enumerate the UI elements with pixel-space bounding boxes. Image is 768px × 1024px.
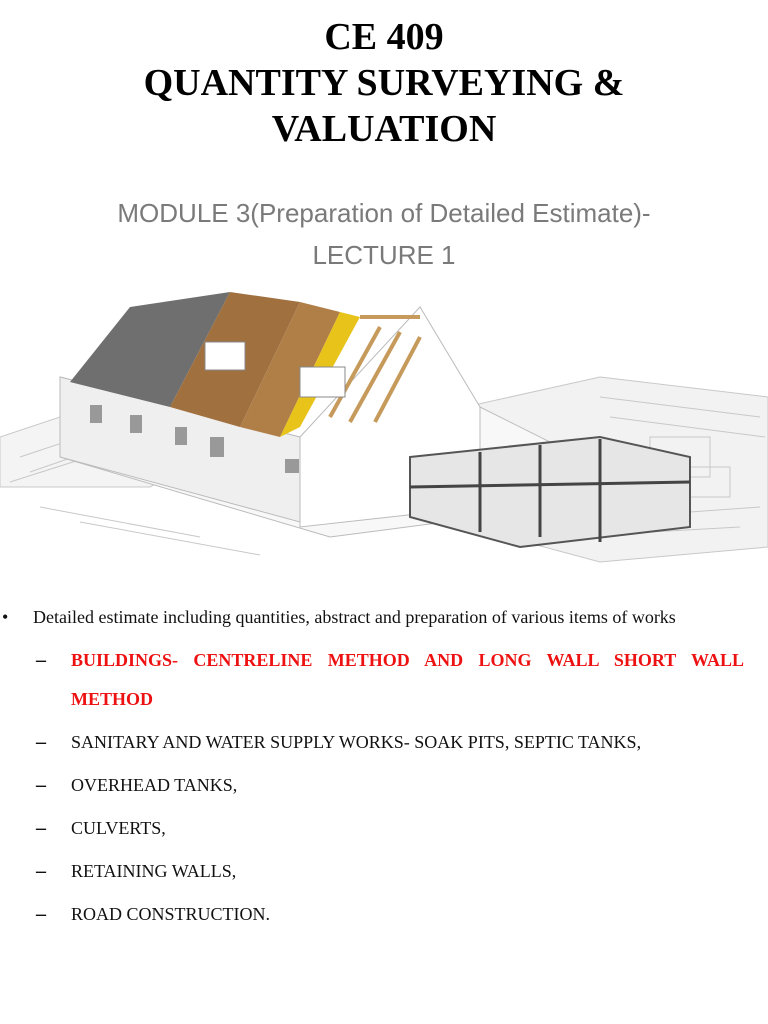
item-text: SANITARY AND WATER SUPPLY WORKS- SOAK PITS, SEPTIC TANKS,: [71, 732, 642, 752]
course-title-line2: VALUATION: [271, 108, 497, 150]
course-code: CE 409: [324, 16, 444, 58]
dash-icon: –: [36, 860, 46, 882]
item-text: OVERHEAD TANKS,: [71, 775, 238, 795]
bullet-icon: •: [2, 607, 9, 627]
house-cutaway-illustration-icon: [0, 287, 768, 565]
list-item-overhead-tanks: [0, 766, 768, 805]
list-item-culverts: [0, 809, 768, 848]
dash-icon: –: [36, 731, 46, 753]
content-list: [0, 598, 768, 934]
list-item-buildings: [0, 641, 768, 719]
item-text: ROAD CONSTRUCTION.: [71, 904, 271, 924]
list-item-retaining-walls: [0, 852, 768, 891]
list-item-road-construction: [0, 895, 768, 934]
dash-icon: –: [36, 774, 46, 796]
module-line2: LECTURE 1: [312, 240, 456, 270]
slide-title: [0, 14, 768, 152]
dash-icon: –: [36, 649, 46, 671]
dash-icon: –: [36, 817, 46, 839]
list-item-intro: [0, 598, 768, 637]
list-item-sanitary: [0, 723, 768, 762]
course-title-line1: QUANTITY SURVEYING &: [143, 62, 625, 104]
intro-text: Detailed estimate including quantities, abstract and preparation of various items of works: [33, 607, 676, 627]
item-text: RETAINING WALLS,: [71, 861, 237, 881]
dash-icon: –: [36, 903, 46, 925]
slide-subtitle: [0, 192, 768, 276]
module-line1: MODULE 3(Preparation of Detailed Estimate)-: [117, 198, 651, 228]
item-text: BUILDINGS- CENTRELINE METHOD AND LONG WALL SHORT WALL METHOD: [71, 650, 744, 709]
item-text: CULVERTS,: [71, 818, 166, 838]
